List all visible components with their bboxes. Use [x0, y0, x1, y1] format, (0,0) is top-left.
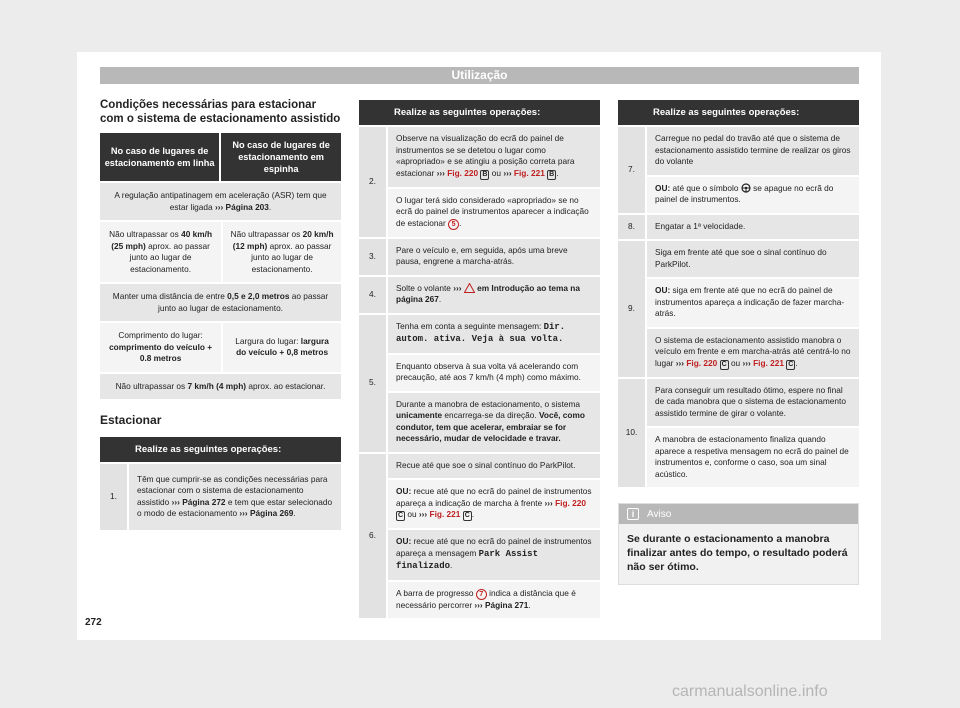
num-header: [359, 100, 386, 125]
figure-label-c: C: [398, 512, 404, 519]
step-4-text: Solte o volante ››› em Introdução ao tema na página 267.: [386, 275, 600, 313]
steps-header: Realize as seguintes operações:: [386, 100, 600, 125]
warning-icon: [464, 283, 475, 293]
section-title-estacionar: Estacionar: [100, 413, 162, 427]
step-5b-text: Enquanto observa à sua volta vá acelerando com precaução, até aos 7 km/h (4 mph) como máximo.: [386, 353, 600, 391]
step-9b-text: OU: siga em frente até que no ecrã do painel de instrumentos apareça a indicação de fazer marcha-atrás.: [645, 277, 859, 327]
step-3-text: Pare o veículo e, em seguida, após uma breve pausa, engrene a marcha-atrás.: [386, 237, 600, 275]
step-1-text: Têm que cumprir-se as condições necessárias para estacionar com o sistema de estacionamento assistido ››› Página 272 e tem que estar selecionado o modo de estacionamento ››› Página 269.: [127, 462, 341, 530]
step-8-text: Engatar a 1ª velocidade.: [645, 213, 859, 240]
callout-5: 5: [448, 219, 459, 230]
header-herringbone: No caso de lugares de estacionamento em espinha: [221, 133, 341, 181]
step-7a-text: Carregue no pedal do travão até que o sistema de estacionamento assistido termine de realizar os giros do volante: [645, 125, 859, 175]
step-number: 10.: [618, 377, 645, 488]
step-6c-text: OU: recue até que no ecrã do painel de instrumentos apareça a mensagem Park Assist finalizado.: [386, 528, 600, 580]
notice-text: Se durante o estacionamento a manobra finalizar antes do tempo, o resultado poderá não ser ótimo.: [619, 524, 858, 584]
notice-header: i Aviso: [619, 504, 858, 524]
step-number: 3.: [359, 237, 386, 275]
step-number: 6.: [359, 452, 386, 619]
figure-label-c: C: [721, 360, 727, 368]
step-6d-text: A barra de progresso 7 indica a distância que é necessário percorrer ››› Página 271.: [386, 580, 600, 619]
steering-wheel-icon: [741, 183, 751, 193]
step-number: 8.: [618, 213, 645, 240]
row-asr: A regulação antipatinagem em aceleração (ASR) tem que estar ligada ››› Página 203.: [100, 181, 341, 220]
step-10a-text: Para conseguir um resultado ótimo, espere no final de cada manobra que o sistema de estacionamento assistido termine de girar o volante.: [645, 377, 859, 427]
row-length: Comprimento do lugar: comprimento do veículo + 0.8 metros: [100, 321, 221, 372]
step-number: 2.: [359, 125, 386, 237]
step-2a-text: Observe na visualização do ecrã do painel de instrumentos se se detetou o lugar como «apropriado» e se atingiu a posição correta para estacionar ››› Fig. 220 B ou ››› Fig. 221 B .: [386, 125, 600, 187]
figure-label-c: C: [464, 512, 470, 519]
figure-label-c: C: [788, 360, 794, 368]
num-header: [100, 437, 127, 462]
step-number: 4.: [359, 275, 386, 313]
figure-label-b: B: [482, 170, 488, 178]
step-9a-text: Siga em frente até que soe o sinal contínuo do ParkPilot.: [645, 239, 859, 277]
column-2: [359, 100, 600, 618]
steps-table-2: [359, 100, 600, 618]
row-distance: Manter uma distância de entre 0,5 e 2,0 metros ao passar junto ao lugar de estacionamento.: [100, 282, 341, 321]
watermark: carmanualsonline.info: [672, 683, 828, 700]
figure-label-b: B: [549, 170, 555, 178]
header-in-line: No caso de lugares de estacionamento em linha: [100, 133, 221, 181]
steps-header: Realize as seguintes operações:: [127, 437, 341, 462]
step-9c-text: O sistema de estacionamento assistido manobra o veículo em frente e em marcha-atrás até centrá-lo no lugar ››› Fig. 220 C ou ››› Fig. 221 C .: [645, 327, 859, 377]
steps-header: Realize as seguintes operações:: [645, 100, 859, 125]
info-icon: i: [627, 508, 639, 520]
step-6a-text: Recue até que soe o sinal contínuo do ParkPilot.: [386, 452, 600, 479]
column-1: [100, 98, 341, 530]
step-2b-text: O lugar terá sido considerado «apropriado» se no ecrã do painel de instrumentos aparecer a indicação de estacionar 5 .: [386, 187, 600, 237]
step-number: 9.: [618, 239, 645, 377]
row-width: Largura do lugar: largura do veículo + 0,8 metros: [221, 321, 341, 372]
step-5a-text: Tenha em conta a seguinte mensagem: Dir. autom. ativa. Veja à sua volta.: [386, 313, 600, 353]
row-speed-line: Não ultrapassar os 40 km/h (25 mph) aprox. ao passar junto ao lugar de estacionamento.: [100, 220, 221, 282]
row-speed-herring: Não ultrapassar os 20 km/h (12 mph) aprox. ao passar junto ao lugar de estacionamento.: [221, 220, 341, 282]
step-number: 7.: [618, 125, 645, 213]
column-3: [618, 100, 859, 585]
conditions-title: Condições necessárias para estacionar com o sistema de estacionamento assistido: [100, 99, 341, 125]
step-number: 1.: [100, 462, 127, 530]
step-5c-text: Durante a manobra de estacionamento, o sistema unicamente encarrega-se da direção. Você, como condutor, tem que acelerar, embraiar se for necessário, mudar de velocidade e travar.: [386, 391, 600, 452]
page-header: Utilização: [100, 67, 859, 84]
callout-7: 7: [476, 589, 487, 600]
step-10b-text: A manobra de estacionamento finaliza quando aparece a respetiva mensagem no ecrã do painel de instrumentos e, conforme o caso, soa um sinal acústico.: [645, 426, 859, 487]
steps-table-3: [618, 100, 859, 487]
step-6b-text: OU: recue até que no ecrã do painel de instrumentos apareça a indicação de marcha à frente ››› Fig. 220 C ou ››› Fig. 221 C .: [386, 478, 600, 528]
step-number: 5.: [359, 313, 386, 452]
page-number: 272: [85, 617, 102, 628]
step-7b-text: OU: até que o símbolo se apague no ecrã do painel de instrumentos.: [645, 175, 859, 213]
notice-box: [618, 503, 859, 585]
num-header: [618, 100, 645, 125]
row-max-speed: Não ultrapassar os 7 km/h (4 mph) aprox. ao estacionar.: [100, 372, 341, 400]
conditions-table: [100, 133, 341, 399]
steps-table-1: [100, 437, 341, 530]
